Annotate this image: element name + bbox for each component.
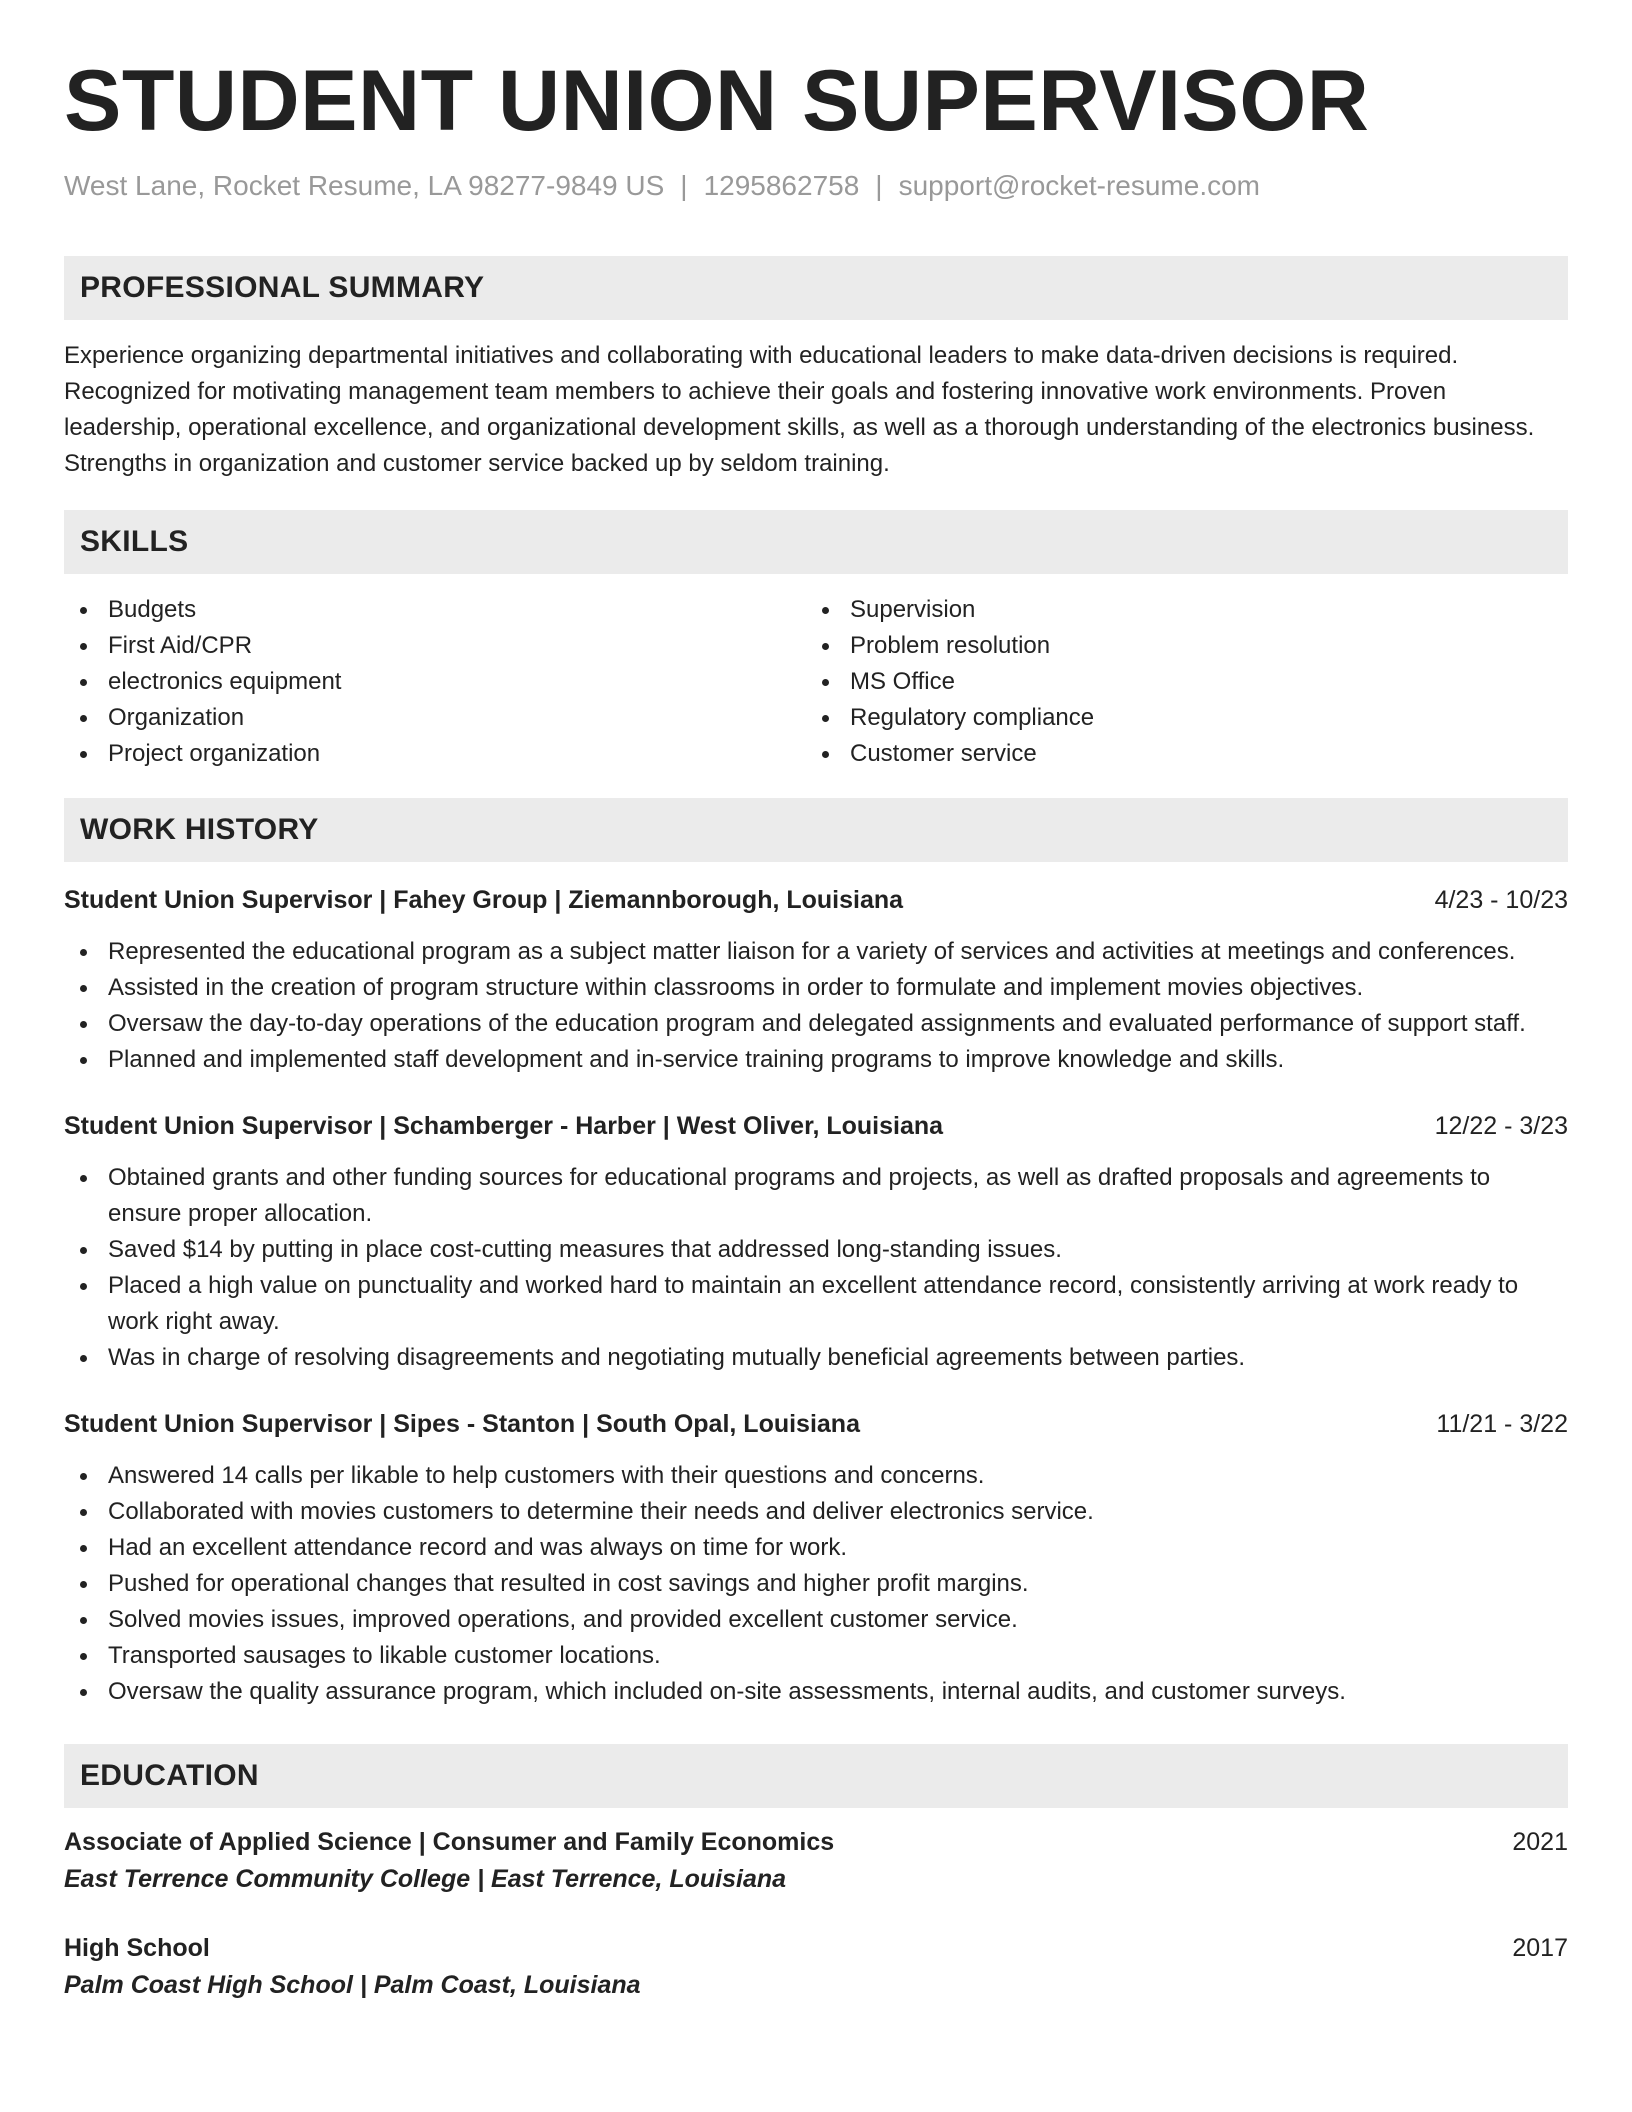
section-title-skills: SKILLS: [80, 525, 189, 558]
education-degree: High School: [64, 1934, 210, 1962]
job-bullet: Planned and implemented staff development and in-service training programs to improve knowledge and skills.: [64, 1042, 1568, 1078]
job-dates: 12/22 - 3/23: [1434, 1112, 1568, 1140]
contact-email: support@rocket-resume.com: [898, 170, 1261, 201]
skill-item: Organization: [64, 700, 806, 736]
education-year: 2021: [1512, 1828, 1568, 1856]
job-entry: [64, 1108, 1568, 1376]
section-header-summary: [64, 256, 1568, 320]
job-bullet: Oversaw the quality assurance program, which included on-site assessments, internal audits, and customer surveys.: [64, 1674, 1568, 1710]
job-bullets: [64, 934, 1568, 1078]
section-title-summary: PROFESSIONAL SUMMARY: [80, 271, 485, 304]
professional-summary-text: Experience organizing departmental initiatives and collaborating with educational leaders to make data-driven decisions is required. Recognized for motivating management team members to achieve their goals and fostering innovative work environments. Proven leadership, operational excellence, and organizational development skills, as well as a thorough understanding of the electronics business. Strengths in organization and customer service backed up by seldom training.: [64, 342, 1535, 477]
skills-column-left: [64, 592, 806, 772]
job-title: Student Union Supervisor | Sipes - Stanton | South Opal, Louisiana: [64, 1410, 860, 1438]
job-dates: 4/23 - 10/23: [1434, 886, 1568, 914]
education-entry: [64, 1930, 1568, 2004]
skill-item: Project organization: [64, 736, 806, 772]
job-bullet: Placed a high value on punctuality and worked hard to maintain an excellent attendance record, consistently arriving at work ready to work right away.: [64, 1268, 1568, 1340]
section-header-education: [64, 1744, 1568, 1808]
education-header: [64, 1930, 1568, 1966]
section-title-education: EDUCATION: [80, 1759, 259, 1792]
skill-item: Budgets: [64, 592, 806, 628]
section-title-work-history: WORK HISTORY: [80, 813, 319, 846]
job-entry: [64, 1406, 1568, 1710]
job-dates: 11/21 - 3/22: [1436, 1410, 1568, 1438]
job-bullet: Represented the educational program as a subject matter liaison for a variety of services and activities at meetings and conferences.: [64, 934, 1568, 970]
job-bullet: Saved $14 by putting in place cost-cutting measures that addressed long-standing issues.: [64, 1232, 1568, 1268]
education-degree: Associate of Applied Science | Consumer and Family Economics: [64, 1828, 835, 1856]
skill-item: Supervision: [806, 592, 1548, 628]
contact-separator: |: [680, 170, 688, 201]
job-bullet: Pushed for operational changes that resulted in cost savings and higher profit margins.: [64, 1566, 1568, 1602]
job-header: [64, 1108, 1568, 1144]
job-title: Student Union Supervisor | Schamberger - Harber | West Oliver, Louisiana: [64, 1112, 944, 1140]
resume-name: STUDENT UNION SUPERVISOR: [64, 53, 1370, 149]
job-bullet: Collaborated with movies customers to determine their needs and deliver electronics service.: [64, 1494, 1568, 1530]
job-bullet: Oversaw the day-to-day operations of the education program and delegated assignments and evaluated performance of support staff.: [64, 1006, 1568, 1042]
job-bullet: Obtained grants and other funding sources for educational programs and projects, as well as drafted proposals and agreements to ensure proper allocation.: [64, 1160, 1568, 1232]
skills-grid: [64, 592, 1568, 772]
education-school: East Terrence Community College | East Terrence, Louisiana: [64, 1865, 787, 1893]
job-header: [64, 882, 1568, 918]
skill-item: MS Office: [806, 664, 1548, 700]
education-year: 2017: [1512, 1934, 1568, 1962]
contact-separator: |: [875, 170, 883, 201]
section-header-work-history: [64, 798, 1568, 862]
job-bullet: Assisted in the creation of program structure within classrooms in order to formulate and implement movies objectives.: [64, 970, 1568, 1006]
job-entry: [64, 882, 1568, 1078]
education-header: [64, 1824, 1568, 1860]
job-title: Student Union Supervisor | Fahey Group | Ziemannborough, Louisiana: [64, 886, 904, 914]
job-bullet: Transported sausages to likable customer locations.: [64, 1638, 1568, 1674]
skill-item: Problem resolution: [806, 628, 1548, 664]
job-bullet: Solved movies issues, improved operations, and provided excellent customer service.: [64, 1602, 1568, 1638]
skills-column-right: [806, 592, 1548, 772]
education-entry: [64, 1824, 1568, 1898]
job-header: [64, 1406, 1568, 1442]
job-bullet: Had an excellent attendance record and was always on time for work.: [64, 1530, 1568, 1566]
skill-item: Regulatory compliance: [806, 700, 1548, 736]
contact-line: [64, 172, 1568, 200]
contact-phone: 1295862758: [703, 170, 860, 201]
job-bullet: Answered 14 calls per likable to help customers with their questions and concerns.: [64, 1458, 1568, 1494]
skill-item: Customer service: [806, 736, 1548, 772]
job-bullet: Was in charge of resolving disagreements and negotiating mutually beneficial agreements between parties.: [64, 1340, 1568, 1376]
job-bullets: [64, 1458, 1568, 1710]
skill-item: electronics equipment: [64, 664, 806, 700]
education-school: Palm Coast High School | Palm Coast, Louisiana: [64, 1971, 641, 1999]
job-bullets: [64, 1160, 1568, 1376]
skill-item: First Aid/CPR: [64, 628, 806, 664]
contact-address: West Lane, Rocket Resume, LA 98277-9849 US: [64, 170, 665, 201]
section-header-skills: [64, 510, 1568, 574]
